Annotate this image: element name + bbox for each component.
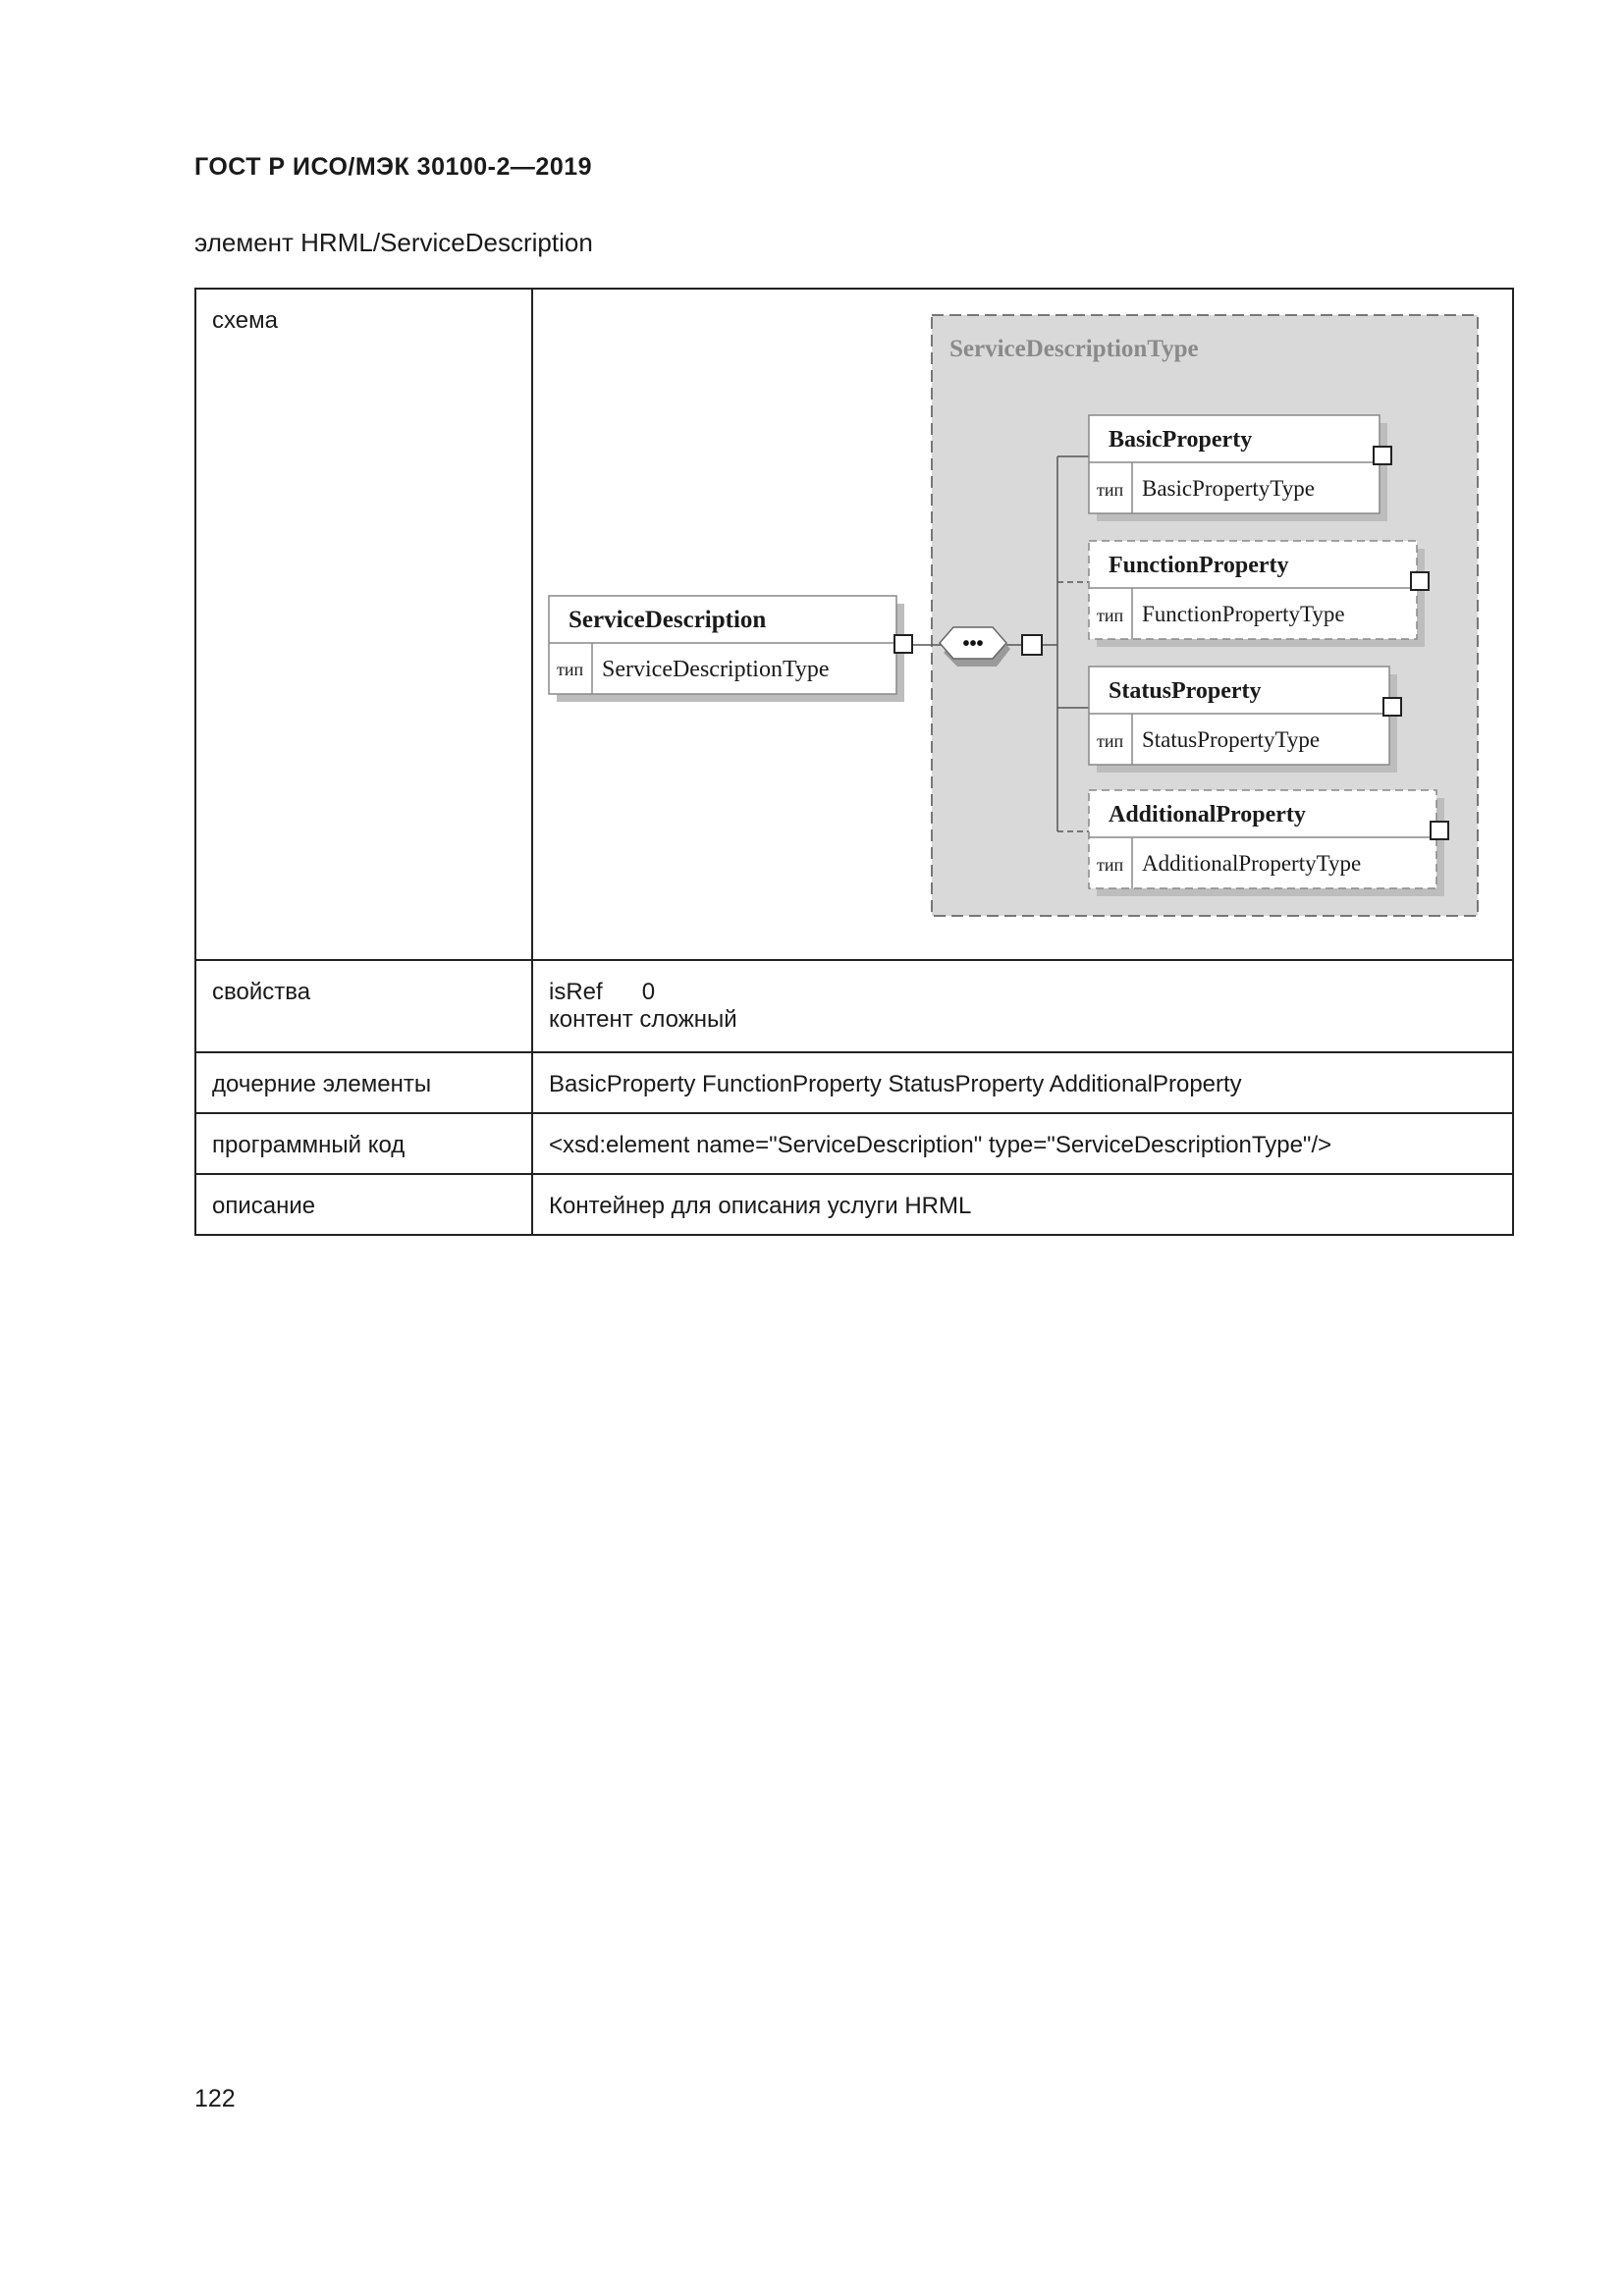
child-element-function-property	[1089, 541, 1429, 647]
description-label: описание	[212, 1193, 316, 1219]
root-element-name: ServiceDescription	[568, 607, 767, 633]
description-value-cell	[532, 1174, 1513, 1235]
expand-icon[interactable]	[1374, 447, 1391, 464]
child-type-label: тип	[1097, 480, 1124, 500]
expand-icon[interactable]	[1431, 822, 1448, 839]
document-header: ГОСТ Р ИСО/МЭК 30100-2—2019	[194, 153, 593, 181]
table-row	[195, 1052, 1513, 1113]
child-type-label: тип	[1097, 606, 1124, 625]
child-element-name: FunctionProperty	[1109, 553, 1289, 578]
children-value: BasicProperty FunctionProperty StatusProperty AdditionalProperty	[549, 1071, 1242, 1097]
element-spec-table	[194, 288, 1514, 1236]
table-row	[195, 1174, 1513, 1235]
child-type-label: тип	[1097, 731, 1124, 751]
code-label-cell	[195, 1113, 532, 1174]
page-number: 122	[194, 2085, 236, 2112]
sequence-icon: •••	[962, 633, 984, 655]
schema-label: схема	[212, 307, 278, 334]
child-element-basic-property	[1089, 415, 1391, 521]
root-element-type: ServiceDescriptionType	[602, 657, 830, 682]
properties-value-cell	[532, 960, 1513, 1052]
content-type: контент сложный	[549, 1006, 737, 1033]
root-element-box	[549, 596, 912, 702]
child-element-type: BasicPropertyType	[1142, 476, 1315, 501]
expand-icon[interactable]	[1383, 698, 1401, 716]
properties-label-cell	[195, 960, 532, 1052]
child-element-name: StatusProperty	[1109, 678, 1262, 704]
container-type-label: ServiceDescriptionType	[949, 336, 1199, 362]
schema-diagram	[533, 290, 1515, 963]
schema-diagram-cell	[532, 289, 1513, 960]
child-element-type: FunctionPropertyType	[1142, 602, 1345, 626]
element-title: элемент HRML/ServiceDescription	[194, 228, 593, 257]
isref-key: isRef	[549, 979, 603, 1005]
code-value-cell	[532, 1113, 1513, 1174]
description-value: Контейнер для описания услуги HRML	[549, 1193, 972, 1219]
table-row	[195, 960, 1513, 1052]
schema-label-cell	[195, 289, 532, 960]
table-row	[195, 289, 1513, 960]
children-value-cell	[532, 1052, 1513, 1113]
child-element-status-property	[1089, 667, 1401, 773]
code-label: программный код	[212, 1132, 406, 1158]
children-label: дочерние элементы	[212, 1071, 432, 1097]
child-element-name: AdditionalProperty	[1109, 802, 1306, 828]
collapse-icon[interactable]	[1022, 635, 1042, 655]
properties-label: свойства	[212, 979, 311, 1005]
code-value: <xsd:element name="ServiceDescription" type="ServiceDescriptionType"/>	[549, 1132, 1332, 1158]
child-element-type: StatusPropertyType	[1142, 727, 1321, 752]
expand-icon[interactable]	[1411, 572, 1429, 590]
table-row	[195, 1113, 1513, 1174]
root-type-label: тип	[557, 660, 584, 679]
child-element-name: BasicProperty	[1109, 427, 1253, 453]
description-label-cell	[195, 1174, 532, 1235]
child-element-type: AdditionalPropertyType	[1142, 851, 1362, 876]
child-type-label: тип	[1097, 855, 1124, 875]
expand-icon[interactable]	[894, 635, 912, 653]
child-element-additional-property	[1089, 790, 1448, 896]
children-label-cell	[195, 1052, 532, 1113]
isref-value: 0	[641, 979, 656, 1005]
